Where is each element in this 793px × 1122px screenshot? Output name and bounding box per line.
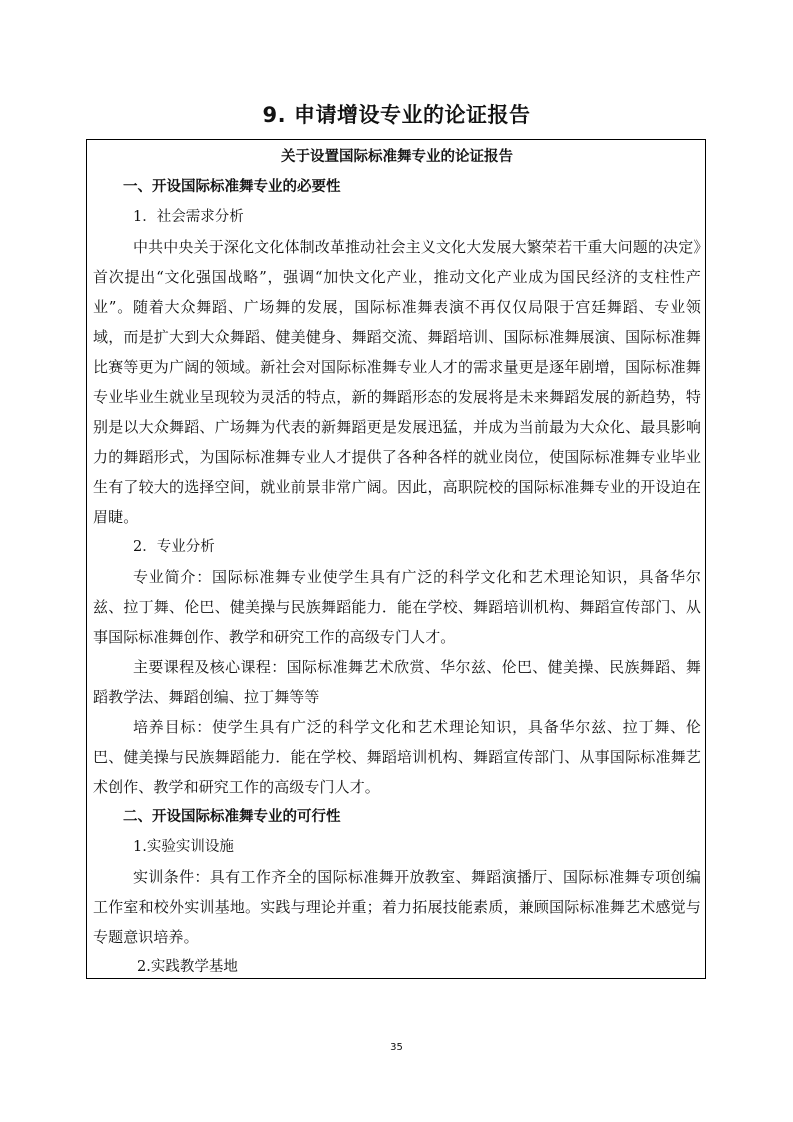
subheading-major-analysis: 2．专业分析: [133, 539, 215, 555]
subheading-training-facilities: 1.实验实训设施: [133, 839, 234, 855]
paragraph-training-goal: 培养目标：使学生具有广泛的科学文化和艺术理论知识，具备华尔兹、拉丁舞、伦巴、健美操与民族舞蹈能力．能在学校、舞蹈培训机构、舞蹈宣传部门、从事国际标准舞艺术创作、教学和研究工作的高级专门人才。: [93, 718, 701, 796]
paragraph-social-demand: 中共中央关于深化文化体制改革推动社会主义文化大发展大繁荣若干重大问题的决定》首次提出“文化强国战略”，强调“加快文化产业，推动文化产业成为国民经济的支柱性产业”。随着大众舞蹈、广场舞的发展，国际标准舞表演不再仅仅局限于宫廷舞蹈、专业领域，而是扩大到大众舞蹈、健美健身、舞蹈交流、舞蹈培训、国际标准舞展演、国际标准舞比赛等更为广阔的领域。新社会对国际标准舞专业人才的需求量更是逐年剧增，国际标准舞专业毕业生就业呈现较为灵活的特点，新的舞蹈形态的发展将是未来舞蹈发展的新趋势，特别是以大众舞蹈、广场舞为代表的新舞蹈更是发展迅猛，并成为当前最为大众化、最具影响力的舞蹈形式，为国际标准舞专业人才提供了各种各样的就业岗位，使国际标准舞专业毕业生有了较大的选择空间，就业前景非常广阔。因此，高职院校的国际标准舞专业的开设迫在眉睫。: [93, 238, 701, 526]
paragraph-core-courses: 主要课程及核心课程：国际标准舞艺术欣赏、华尔兹、伦巴、健美操、民族舞蹈、舞蹈教学法、舞蹈创编、拉丁舞等等: [93, 658, 701, 706]
section-heading-feasibility: 二、开设国际标准舞专业的可行性: [123, 809, 341, 825]
page-number: 35: [390, 1042, 403, 1053]
subheading-practice-base: 2.实践教学基地: [137, 959, 238, 975]
paragraph-training-conditions: 实训条件：具有工作齐全的国际标准舞开放教室、舞蹈演播厅、国际标准舞专项创编工作室和校外实训基地。实践与理论并重；着力拓展技能素质，兼顾国际标准舞艺术感觉与专题意识培养。: [93, 868, 701, 946]
subheading-social-demand: 1．社会需求分析: [133, 209, 244, 225]
page-title: 9. 申请增设专业的论证报告: [262, 103, 531, 127]
section-heading-necessity: 一、开设国际标准舞专业的必要性: [123, 179, 341, 195]
report-title: 关于设置国际标准舞专业的论证报告: [281, 149, 513, 165]
report-content: [93, 142, 701, 982]
paragraph-major-intro: 专业简介：国际标准舞专业使学生具有广泛的科学文化和艺术理论知识，具备华尔兹、拉丁舞、伦巴、健美操与民族舞蹈能力．能在学校、舞蹈培训机构、舞蹈宣传部门、从事国际标准舞创作、教学和研究工作的高级专门人才。: [93, 568, 701, 646]
